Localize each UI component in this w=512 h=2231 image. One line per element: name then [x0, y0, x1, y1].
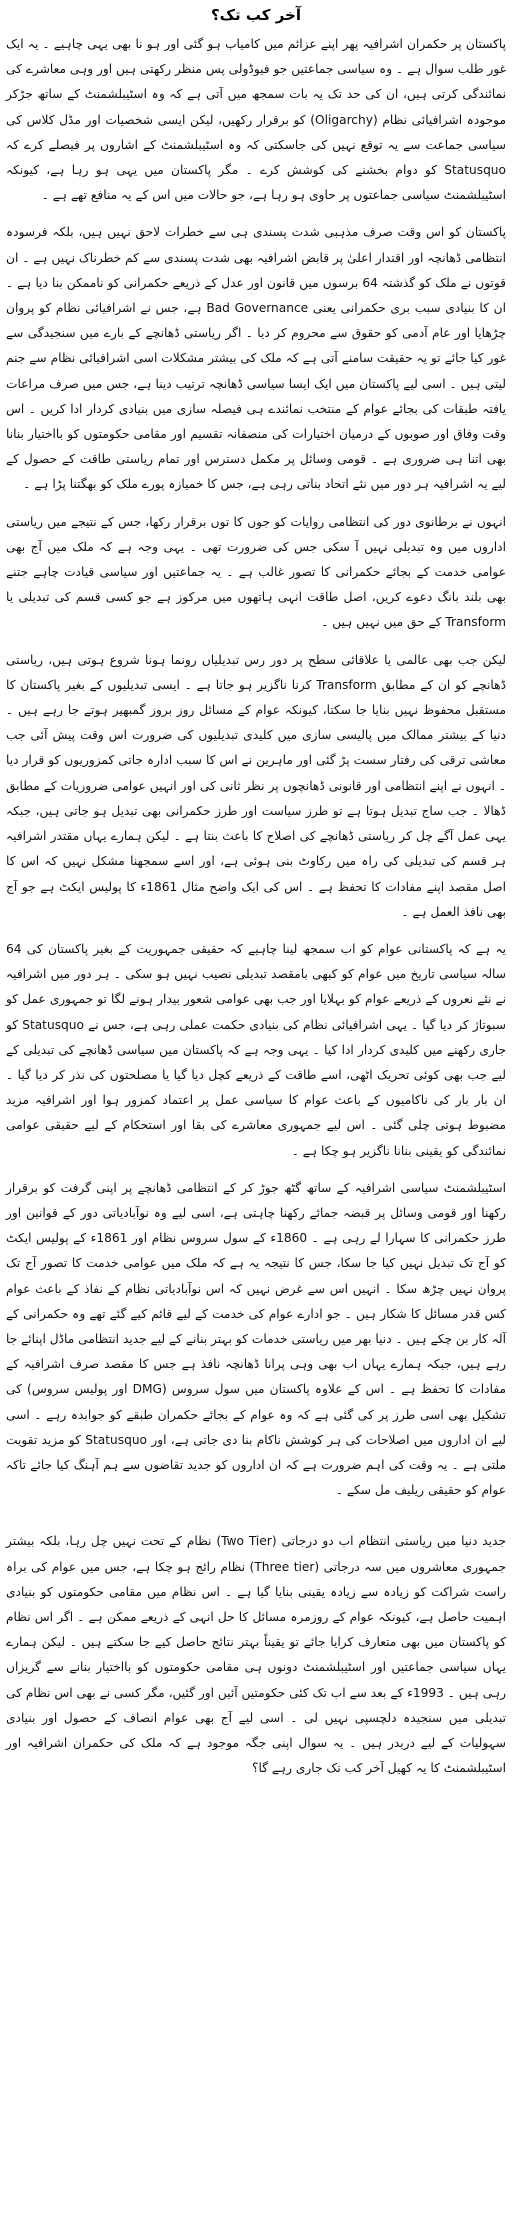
paragraph-spacer [6, 925, 506, 937]
article-paragraph: یہ ہے کہ پاکستانی عوام کو اب سمجھ لینا چاہیے کہ حقیقی جمہوریت کے بغیر پاکستان کی 64 سالہ سیاسی تاریخ میں عوام کو کبھی بامقصد تبدیلی نصیب نہیں ہو سکی ۔ ہر دور میں اشرافیہ نے نئے نعروں کے ذریعے عوام کو بہلایا اور جب بھی عوامی شعور بیدار ہونے لگا تو جمہوری عمل کو سبوتاژ کر دیا گیا ۔ یہی اشرافیائی نظام کی بنیادی حکمت عملی رہی ہے، جس نے Statusquo کو جاری رکھنے میں کلیدی کردار ادا کیا ۔ یہی وجہ ہے کہ پاکستان میں سیاسی ڈھانچے کی تبدیلی کے لیے جب بھی کوئی تحریک اٹھی، اسے طاقت کے ذریعے کچل دیا گیا یا مصلحتوں کی نذر کر دیا گیا ۔ ان بار بار کی ناکامیوں کے باعث عوام کا سیاسی عمل پر اعتماد کمزور ہوا اور اشرافیہ مزید مضبوط ہوتی چلی گئی ۔ اس لیے جمہوری معاشرے کی بقا اور استحکام کے لیے حقیقی عوامی نمائندگی کو یقینی بنانا ناگزیر ہو چکا ہے ۔ [6, 941, 506, 1158]
paragraph-spacer [6, 636, 506, 648]
paragraph-spacer [6, 208, 506, 220]
article-paragraph: انہوں نے برطانوی دور کی انتظامی روایات کو جوں کا توں برقرار رکھا، جس کے نتیجے میں ریاستی اداروں میں وہ تبدیلی نہیں آ سکی جس کی ضرورت تھی ۔ یہی وجہ ہے کہ ملک میں آج بھی عوامی خدمت کے بجائے حکمرانی کا تصور غالب ہے ۔ یہ جماعتیں اور سیاسی قیادت چاہے جتنے بھی بلند بانگ دعوے کریں، اصل طاقت انہی ہاتھوں میں مرکوز ہے جو کسی قسم کی تبدیلی یا Transform کے حق میں نہیں ہیں ۔ [6, 514, 506, 630]
article-body [6, 32, 506, 1781]
article-paragraph: پاکستان کو اس وقت صرف مذہبی شدت پسندی ہی سے خطرات لاحق نہیں ہیں، بلکہ فرسودہ انتظامی ڈھانچہ اور اقتدار اعلیٰ پر قابض اشرافیہ بھی شدت پسندی سے کم خطرناک نہیں ہے ۔ ان قوتوں نے ملک کو گذشتہ 64 برسوں میں قانون اور عدل کے ذریعے حکمرانی کو ناممکن بنا دیا ہے ۔ ان کا بنیادی سبب بری حکمرانی یعنی Bad Governance ہے، جس نے اشرافیائی نظام کو پروان چڑھایا اور عام آدمی کو حقوق سے محروم کر دیا ۔ اگر ریاستی ڈھانچے کے بارے میں سنجیدگی سے غور کیا جائے تو یہ حقیقت سامنے آتی ہے کہ ملک کی بیشتر مشکلات اسی اشرافیائی نظام سے جنم لیتی ہیں ۔ اسی لیے پاکستان میں ایک ایسا سیاسی ڈھانچہ ترتیب دینا ہے، جس میں صرف مراعات یافتہ طبقات کی بجائے عوام کے منتخب نمائندے ہی فیصلہ سازی میں بنیادی کردار ادا کریں ۔ اس وقت وفاق اور صوبوں کے درمیان اختیارات کی منصفانہ تقسیم اور مقامی حکومتوں کو بااختیار بنانا بھی اتنا ہی ضروری ہے ۔ قومی وسائل پر مکمل دسترس اور تمام ریاستی طاقت کے حصول کے لیے یہ اشرافیہ ہر دور میں نئے اتحاد بناتی رہی ہے، جس کا خمیازہ پورے ملک کو بھگتنا پڑا ہے ۔ [6, 225, 506, 492]
article-paragraph: جدید دنیا میں ریاستی انتظام اب دو درجاتی (Two Tier) نظام کے تحت نہیں چل رہا، بلکہ بیشتر جمہوری معاشروں میں سہ درجاتی (Three tier) نظام رائج ہو چکا ہے، جس میں عوام کی براہ راست شراکت کو زیادہ سے زیادہ یقینی بنایا گیا ہے ۔ اس نظام میں مقامی حکومتوں کو بنیادی اہمیت حاصل ہے، کیونکہ عوام کے روزمرہ مسائل کا حل انہی کے ذریعے ممکن ہے ۔ اگر اس نظام کو پاکستان میں بھی متعارف کرایا جائے تو یقیناً بہتر نتائج حاصل کیے جا سکتے ہیں ۔ لیکن ہمارے یہاں سیاسی جماعتیں اور اسٹیبلشمنٹ دونوں ہی مقامی حکومتوں کو بااختیار بنانے سے گریزاں رہی ہیں ۔ 1993ء کے بعد سے اب تک کئی حکومتیں آئیں اور گئیں، مگر کسی نے بھی اس نظام کی تبدیلی میں سنجیدہ دلچسپی نہیں لی ۔ اسی لیے آج بھی عوام انصاف کے حصول اور بنیادی سہولیات کے لیے دربدر ہیں ۔ یہ سوال اپنی جگہ موجود ہے کہ ملک کی حکمران اشرافیہ اور اسٹیبلشمنٹ کا یہ کھیل آخر کب تک جاری رہے گا؟ [6, 1534, 506, 1776]
paragraph-spacer [6, 498, 506, 510]
paragraph-spacer [6, 1503, 506, 1529]
article-paragraph: اسٹیبلشمنٹ سیاسی اشرافیہ کے ساتھ گٹھ جوڑ کر کے انتظامی ڈھانچے پر اپنی گرفت کو برقرار رکھنا اور قومی وسائل پر قبضہ جمائے رکھنا چاہتی ہے، اسی لیے وہ نوآبادیاتی دور کے قوانین اور طرز حکمرانی کا سہارا لے رہی ہے ۔ 1860ء کے سول سروس نظام اور 1861ء کے پولیس ایکٹ کو آج تک تبدیل نہیں کیا جا سکا، جس کا نتیجہ یہ ہے کہ ملک میں عوامی خدمت کا تصور آج تک پروان نہیں چڑھ سکا ۔ انہیں اس سے غرض نہیں کہ اس نوآبادیاتی نظام کے نفاذ کے باعث عوام کس قدر مسائل کا شکار ہیں ۔ جو ادارے عوام کی خدمت کے لیے قائم کیے گئے تھے وہ حکمرانی کے آلہ کار بن چکے ہیں ۔ دنیا بھر میں ریاستی خدمات کو بہتر بنانے کے لیے جدید انتظامی ماڈل اپنائے جا رہے ہیں، جبکہ ہمارے یہاں اب بھی وہی پرانا ڈھانچہ نافذ ہے جس کا مقصد صرف اشرافیہ کے مفادات کا تحفظ ہے ۔ اس کے علاوہ پاکستان میں سول سروس (DMG اور پولیس سروس) کی تشکیل بھی اسی طرز پر کی گئی ہے کہ وہ عوام کے بجائے حکمران طبقے کو جوابدہ رہے ۔ اسی لیے ان اداروں میں اصلاحات کی ہر کوشش ناکام بنا دی جاتی ہے، اور Statusquo کو مزید تقویت ملتی ہے ۔ یہ وقت کی اہم ضرورت ہے کہ ان اداروں کو جدید تقاضوں سے ہم آہنگ کیا جائے تاکہ عوام کو حقیقی ریلیف مل سکے ۔ [6, 1180, 507, 1498]
paragraph-spacer [6, 1164, 506, 1176]
article-paragraph: پاکستان پر حکمران اشرافیہ پھر اپنے عزائم میں کامیاب ہو گئی اور ہو نا بھی یہی چاہیے ۔ یہ ایک غور طلب سوال ہے ۔ وہ سیاسی جماعتیں جو فیوڈولی پس منظر رکھتی ہیں اور وہی معاشرے کی نمائندگی کرتی ہیں، ان کی حد تک یہ بات سمجھ میں آتی ہے کہ وہ اسٹیبلشمنٹ کے ساتھ جڑکر موجودہ اشرافیائی نظام (Oligarchy) کو برقرار رکھیں، لیکن ایسی شخصیات اور مڈل کلاس کی سیاسی جماعت سے یہ توقع نہیں کی جاسکتی کہ وہ اسٹیبلشمنٹ کے اشاروں پر فیصلے کرے کہ Statusquo کو دوام بخشنے کی کوشش کرے ۔ مگر پاکستان میں یہی ہو رہا ہے، کیونکہ اسٹیبلشمنٹ سیاسی جماعتوں پر حاوی ہو رہا ہے، جو حالات میں اس کے یہ منافع تھے ہے ۔ [6, 37, 506, 203]
article-paragraph: لیکن جب بھی عالمی یا علاقائی سطح پر دور رس تبدیلیاں رونما ہونا شروع ہوتی ہیں، ریاستی ڈھانچے کو ان کے مطابق Transform کرنا ناگزیر ہو جاتا ہے ۔ ایسی تبدیلیوں کے بغیر پاکستان کا مستقبل محفوظ نہیں بنایا جا سکتا، کیونکہ عوام کے مسائل روز بروز گمبھیر ہوتے جا رہے ہیں ۔ دنیا کے بیشتر ممالک میں پالیسی سازی میں کلیدی تبدیلیوں کی ضرورت اس وقت پیش آئی جب معاشی ترقی کی رفتار سست پڑ گئی اور ماہرین نے اس کا سبب ادارہ جاتی کمزوریوں کو قرار دیا ۔ انہوں نے اپنے انتظامی اور قانونی ڈھانچوں پر نظر ثانی کی اور انہیں عوامی ضروریات کے مطابق ڈھالا ۔ جب ساج تبدیل ہوتا ہے تو طرز سیاست اور طرز حکمرانی بھی تبدیل ہو جاتی ہیں، جبکہ یہی عمل آگے چل کر ریاستی ڈھانچے کی اصلاح کا باعث بنتا ہے ۔ لیکن ہمارے یہاں مقتدر اشرافیہ ہر قسم کی تبدیلی کی راہ میں رکاوٹ بنی ہوئی ہے، اور اسے سمجھنا مشکل نہیں کہ اس کا اصل مقصد اپنے مفادات کا تحفظ ہے ۔ اس کی ایک واضح مثال 1861ء کا پولیس ایکٹ ہے جو آج بھی نافذ العمل ہے ۔ [6, 652, 506, 919]
article-title: آخر کب تک؟ [210, 6, 302, 24]
